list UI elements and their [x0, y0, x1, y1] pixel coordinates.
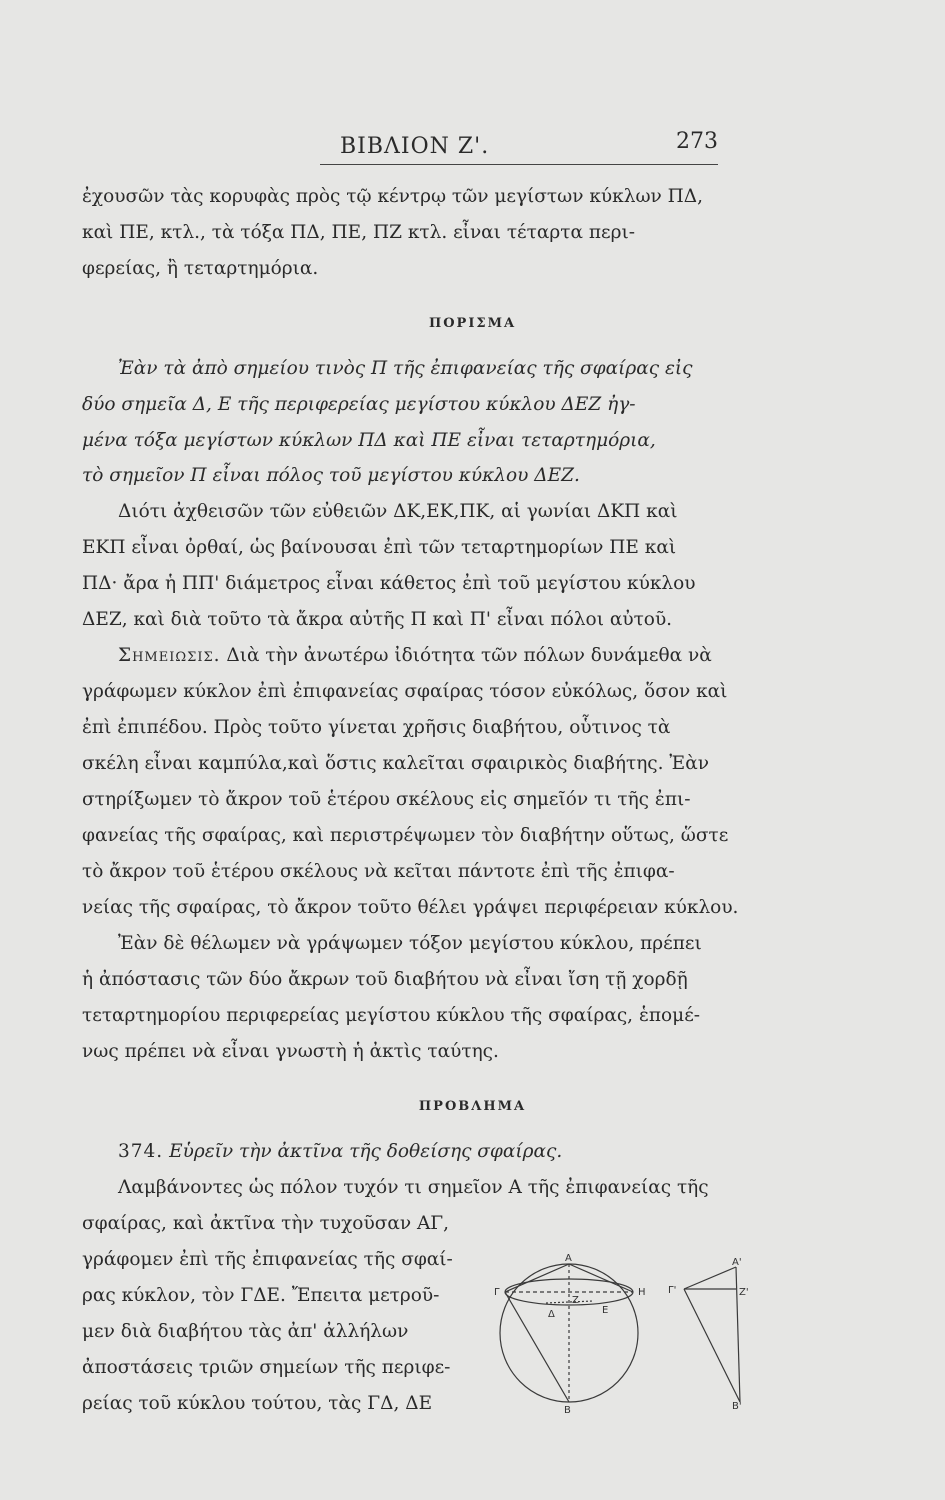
problem-number: 374. — [118, 1141, 164, 1162]
remark-line: Ἐὰν δὲ θέλωμεν νὰ γράψωμεν τόξον μεγίστου κύκλου, πρέπει — [118, 933, 702, 954]
line-ah — [569, 1264, 633, 1292]
remark-first-text: Διὰ τὴν ἀνωτέρω ἰδιότητα τῶν πόλων δυνάμεθα νὰ — [220, 645, 712, 666]
remark-line: νείας τῆς σφαίρας, τὸ ἄκρον τοῦτο θέλει γράψει περιφέρειαν κύκλου. — [82, 897, 739, 918]
label-b: Β — [564, 1405, 571, 1416]
line-gb — [505, 1292, 569, 1402]
label-a-prime: Α' — [732, 1257, 742, 1268]
label-z-prime: Ζ' — [739, 1287, 749, 1298]
label-g: Γ — [494, 1287, 500, 1298]
remark-line: σκέλη εἶναι καμπύλα,καὶ ὅστις καλεῖται σφαιρικὸς διαβήτης. Ἐὰν — [82, 753, 709, 774]
problem-line: ρας κύκλον, τὸν ΓΔΕ. Ἔπειτα μετροῦ- — [82, 1285, 440, 1306]
text-line: φερείας, ἢ τεταρτημόρια. — [82, 258, 319, 279]
problem-line: σφαίρας, καὶ ἀκτῖνα τὴν τυχοῦσαν ΑΓ, — [82, 1213, 450, 1234]
label-h: Η — [638, 1287, 646, 1298]
proof-line: ΕΚΠ εἶναι ὀρθαί, ὡς βαίνουσαι ἐπὶ τῶν τεταρτημορίων ΠΕ καὶ — [82, 537, 677, 558]
label-b-prime: Β' — [732, 1401, 742, 1412]
problem-line: Λαμβάνοντες ὡς πόλον τυχόν τι σημεῖον Α τῆς ἐπιφανείας τῆς — [118, 1177, 709, 1198]
remark-line: ἐπὶ ἐπιπέδου. Πρὸς τοῦτο γίνεται χρῆσις διαβήτου, οὗτινος τὰ — [82, 717, 671, 738]
header-rule — [320, 164, 718, 165]
remark-line: νως πρέπει νὰ εἶναι γνωστὴ ἡ ἀκτὶς ταύτης. — [82, 1041, 499, 1062]
theorem-line: τὸ σημεῖον Π εἶναι πόλος τοῦ μεγίστου κύκλου ΔΕΖ. — [82, 465, 580, 486]
porisma-heading: ΠΟΡΙΣΜΑ — [428, 316, 517, 331]
label-g-prime: Γ' — [668, 1285, 677, 1296]
proof-line: Διότι ἀχθεισῶν τῶν εὐθειῶν ΔΚ,ΕΚ,ΠΚ, αἱ γωνίαι ΔΚΠ καὶ — [118, 501, 678, 522]
problema-heading: ΠΡΟΒΛΗΜΑ — [418, 1099, 527, 1114]
remark-line: τεταρτημορίου περιφερείας μεγίστου κύκλου τῆς σφαίρας, ἑπομέ- — [82, 1005, 701, 1026]
problem-title-line — [118, 1140, 758, 1164]
sphere-figure — [488, 1253, 758, 1416]
remark-line: ἡ ἀπόστασις τῶν δύο ἄκρων τοῦ διαβήτου νὰ εἶναι ἴση τῇ χορδῇ — [82, 969, 688, 990]
label-d: Δ — [548, 1309, 555, 1320]
label-a: Α — [565, 1253, 572, 1264]
remark-label: Σημειωσις. — [118, 645, 221, 666]
remark-line: τὸ ἄκρον τοῦ ἑτέρου σκέλους νὰ κεῖται πάντοτε ἐπὶ τῆς ἐπιφα- — [82, 861, 675, 882]
page-number: 273 — [676, 129, 718, 154]
proof-line: ΠΔ· ἄρα ἡ ΠΠ' διάμετρος εἶναι κάθετος ἐπὶ τοῦ μεγίστου κύκλου — [82, 573, 696, 594]
problem-line: γράφομεν ἐπὶ τῆς ἐπιφανείας τῆς σφαί- — [82, 1249, 453, 1270]
theorem-line: Ἐὰν τὰ ἀπὸ σημείου τινὸς Π τῆς ἐπιφανείας τῆς σφαίρας εἰς — [118, 358, 693, 379]
problem-line: ἀποστάσεις τριῶν σημείων τῆς περιφε- — [82, 1357, 451, 1378]
remark-line: φανείας τῆς σφαίρας, καὶ περιστρέψωμεν τὸν διαβήτην οὕτως, ὥστε — [82, 825, 729, 846]
remark-line: στηρίξωμεν τὸ ἄκρον τοῦ ἑτέρου σκέλους εἰς σημεῖόν τι τῆς ἐπι- — [82, 789, 691, 810]
triangle-gb — [684, 1289, 740, 1402]
theorem-line: δύο σημεῖα Δ, Ε τῆς περιφερείας μεγίστου κύκλου ΔΕΖ ἠγ- — [82, 394, 636, 415]
remark-line: γράφωμεν κύκλον ἐπὶ ἐπιφανείας σφαίρας τόσον εὐκόλως, ὅσον καὶ — [82, 681, 728, 702]
remark-first-line — [118, 644, 758, 668]
proof-line: ΔΕΖ, καὶ διὰ τοῦτο τὰ ἄκρα αὐτῆς Π καὶ Π' εἶναι πόλοι αὐτοῦ. — [82, 609, 673, 630]
text-line: ἐχουσῶν τὰς κορυφὰς πρὸς τῷ κέντρῳ τῶν μεγίστων κύκλων ΠΔ, — [82, 186, 704, 207]
label-z: Ζ — [572, 1295, 579, 1306]
book-section-title: ΒΙΒΛΙΟΝ Ζ'. — [340, 134, 490, 159]
problem-title: Εὑρεῖν τὴν ἀκτῖνα τῆς δοθείσης σφαίρας. — [163, 1141, 563, 1162]
theorem-line: μένα τόξα μεγίστων κύκλων ΠΔ καὶ ΠΕ εἶναι τεταρτημόρια, — [82, 430, 656, 451]
label-e: Ε — [602, 1305, 609, 1316]
text-line: καὶ ΠΕ, κτλ., τὰ τόξα ΠΔ, ΠΕ, ΠΖ κτλ. εἶναι τέταρτα περι- — [82, 222, 635, 243]
triangle-ag — [684, 1267, 736, 1289]
problem-line: μεν διὰ διαβήτου τὰς ἀπ' ἀλλήλων — [82, 1321, 409, 1342]
problem-line: ρείας τοῦ κύκλου τούτου, τὰς ΓΔ, ΔΕ — [82, 1393, 433, 1414]
line-ag — [505, 1264, 569, 1292]
